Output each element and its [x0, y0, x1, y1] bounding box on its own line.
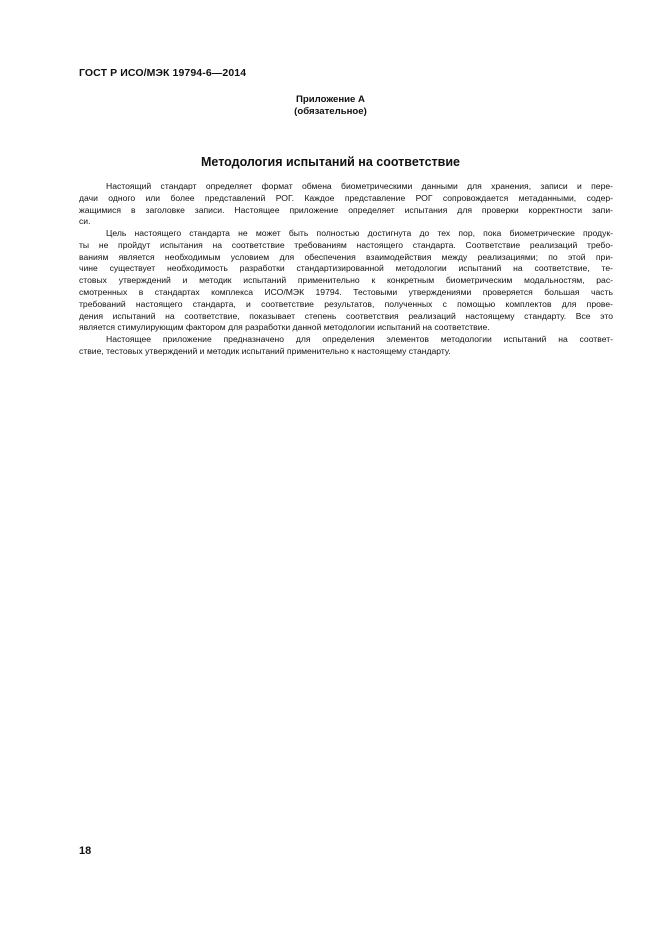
text-line: Настоящий стандарт определяет формат обмена биометрическими данными для хранения, записи и пере-	[106, 181, 613, 191]
text-line: си.	[79, 216, 91, 227]
annex-status: (обязательное)	[294, 106, 367, 117]
text-line: дачи одного или более представлений РОГ. Каждое представление РОГ сопровождается метаданными, содер-	[79, 192, 613, 203]
section-title: Методология испытаний на соответствие	[201, 155, 460, 169]
text-line: требований настоящего стандарта, и соответствие результатов, полученных с помощью комплектов для прове-	[79, 298, 613, 309]
text-line: ваниям является необходимым условием для обеспечения взаимодействия между реализациями; по этой при-	[79, 251, 613, 262]
text-line: стовых утверждений и методик испытаний применительно к конкретным биометрическим модальностям, рас-	[79, 275, 613, 286]
text-line: жащимися в заголовке записи. Настоящее приложение определяет испытания для проверки корректности запи-	[79, 204, 613, 215]
text-line: Настоящее приложение предназначено для определения элементов методологии испытаний на соответ-	[106, 334, 613, 344]
document-header: ГОСТ Р ИСО/МЭК 19794-6—2014	[79, 67, 247, 79]
paragraph-3	[79, 334, 613, 358]
paragraph-1	[79, 181, 613, 228]
text-line: ты не пройдут испытания на соответствие требованиям настоящего стандарта. Соответствие реализаций требо-	[79, 239, 613, 250]
text-line: дения испытаний на соответствие, показывает степень соответствия реализаций настоящему стандарту. Все это	[79, 310, 613, 321]
text-line: чине существует необходимость разработки стандартизированной методологии испытаний на соответствие, те-	[79, 263, 613, 274]
text-line: является стимулирующим фактором для разработки данной методологии испытаний на соответствие.	[79, 322, 490, 333]
paragraph-2	[79, 228, 613, 334]
text-line: Цель настоящего стандарта не может быть полностью достигнута до тех пор, пока биометрические продук-	[106, 228, 613, 238]
text-line: смотренных в стандартах комплекса ИСО/МЭК 19794. Тестовыми утверждениями проверяется большая часть	[79, 286, 613, 297]
text-line: ствие, тестовых утверждений и методик испытаний применительно к настоящему стандарту.	[79, 345, 451, 356]
page-number: 18	[79, 845, 92, 857]
annex-title: Приложение А	[296, 94, 365, 105]
